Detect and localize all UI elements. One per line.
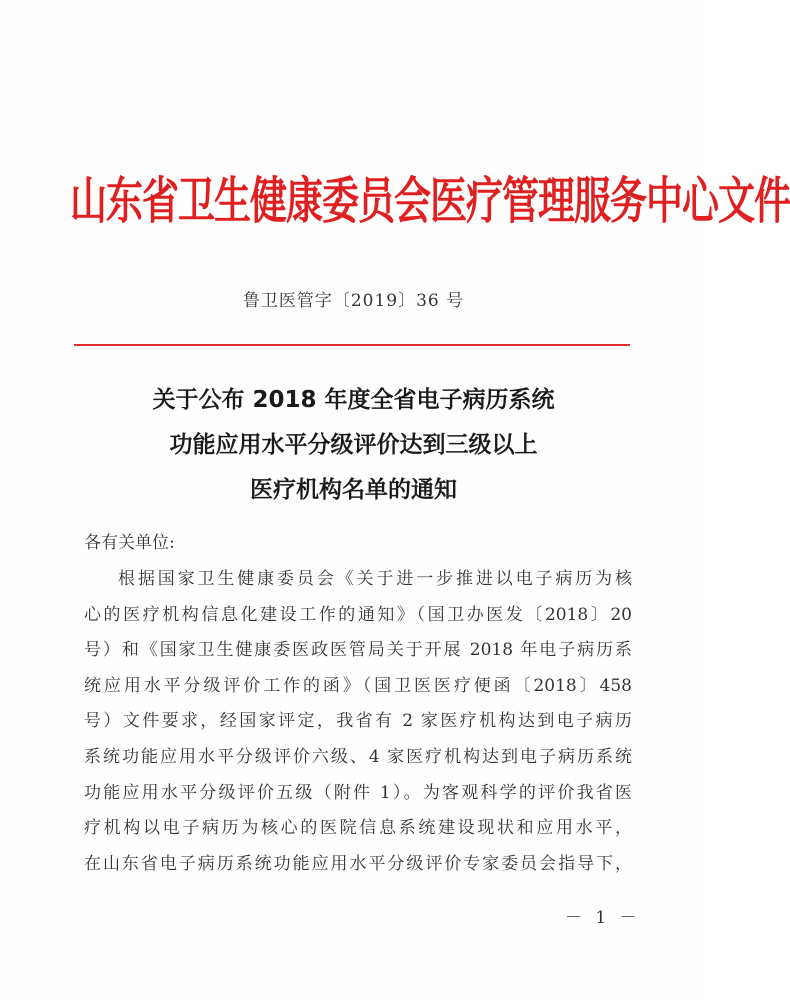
notice-title-line: 功能应用水平分级评价达到三级以上 xyxy=(169,432,538,458)
notice-title-line: 关于公布 2018 年度全省电子病历系统 xyxy=(152,387,555,413)
body-line: 功能应用水平分级评价五级（附件 1）。为客观科学的评价我省医 xyxy=(84,782,632,803)
body-line: 根据国家卫生健康委员会《关于进一步推进以电子病历为核 xyxy=(118,569,632,589)
body-line: 统应用水平分级评价工作的函》（国卫医医疗便函〔2018〕458 xyxy=(84,675,632,696)
body-line: 号）和《国家卫生健康委医政医管局关于开展 2018 年电子病历系 xyxy=(84,640,632,661)
agency-header-title: 山东省卫生健康委员会医疗管理服务中心文件 xyxy=(70,172,790,231)
salutation: 各有关单位: xyxy=(84,533,175,553)
body-line: 在山东省电子病历系统功能应用水平分级评价专家委员会指导下， xyxy=(84,853,632,874)
body-line: 系统功能应用水平分级评价六级、4 家医疗机构达到电子病历系统 xyxy=(84,746,632,767)
page-number: － 1 － xyxy=(565,908,641,928)
body-paragraph xyxy=(84,562,632,882)
notice-title-line: 医疗机构名单的通知 xyxy=(250,477,457,503)
body-line: 号）文件要求，经国家评定，我省有 2 家医疗机构达到电子病历 xyxy=(84,711,632,732)
body-line: 疗机构以电子病历为核心的医院信息系统建设现状和应用水平， xyxy=(84,818,632,839)
red-divider-line xyxy=(74,344,630,346)
notice-title xyxy=(0,378,707,513)
document-number: 鲁卫医管字〔2019〕36 号 xyxy=(242,291,465,311)
body-line: 心的医疗机构信息化建设工作的通知》（国卫办医发〔2018〕20 xyxy=(84,604,632,625)
